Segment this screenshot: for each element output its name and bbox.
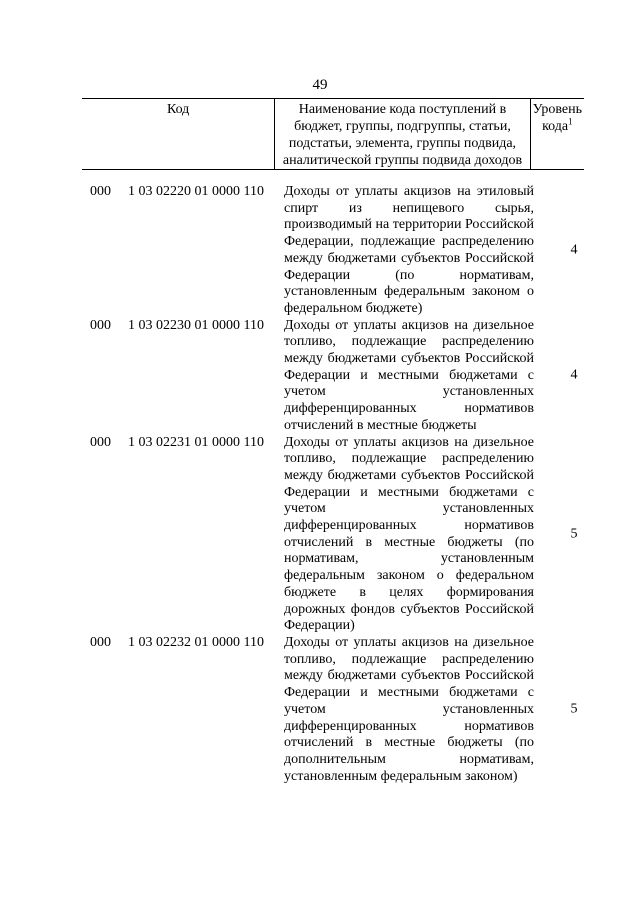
page-number: 49 [312, 77, 328, 93]
row-budget-code: 1 03 02232 01 0000 110 [128, 634, 264, 650]
row-budget-code: 1 03 02220 01 0000 110 [128, 184, 264, 199]
row-level: 5 [570, 526, 578, 542]
table-row [0, 635, 640, 785]
table-header [82, 98, 584, 170]
row-description: Доходы от уплаты акцизов на дизельное топливо, подлежащие распределению между бюджетами субъектов Российской Федерации и местными бюджетами с учетом установленных дифференцированных нормативов отчислений в местные бюджеты (по нормативам, установленным федеральным законом о федеральном бюджете в целях формирования дорожных фондов субъектов Российской Федерации) [284, 434, 534, 634]
table-row [0, 435, 640, 635]
header-level-label: Уровень кода [532, 102, 582, 134]
row-description: Доходы от уплаты акцизов на дизельное топливо, подлежащие распределению между бюджетами субъектов Российской Федерации и местными бюджетами с учетом установленных дифференцированных нормативов отчислений в местные бюджеты (по дополнительным нормативам, установленным федеральным законом) [284, 634, 534, 784]
table-row [0, 184, 640, 318]
table-body [0, 184, 640, 785]
header-code: Код [82, 99, 275, 170]
row-admin-code: 000 [90, 184, 111, 199]
row-admin-code: 000 [90, 317, 111, 333]
header-level-footnote: 1 [568, 116, 573, 127]
row-description: Доходы от уплаты акцизов на дизельное топливо, подлежащие распределению между бюджетами субъектов Российской Федерации и местными бюджетами с учетом установленных дифференцированных нормативов отчислений в местные бюджеты [284, 317, 534, 433]
row-description: Доходы от уплаты акцизов на этиловый спирт из непищевого сырья, производимый на территории Российской Федерации, подлежащие распределению между бюджетами субъектов Российской Федерации (по нормативам, установленным федеральным законом о федеральном бюджете) [284, 184, 534, 316]
header-level [530, 99, 584, 170]
row-admin-code: 000 [90, 434, 111, 450]
header-name: Наименование кода поступлений в бюджет, группы, подгруппы, статьи, подстатьи, элемента, группы подвида, аналитической группы подвида доходов [275, 99, 530, 170]
row-admin-code: 000 [90, 634, 111, 650]
row-level: 4 [570, 367, 578, 383]
table-row [0, 318, 640, 435]
row-level: 5 [570, 701, 578, 717]
row-level: 4 [570, 242, 578, 258]
row-budget-code: 1 03 02230 01 0000 110 [128, 317, 264, 333]
row-budget-code: 1 03 02231 01 0000 110 [128, 434, 264, 450]
